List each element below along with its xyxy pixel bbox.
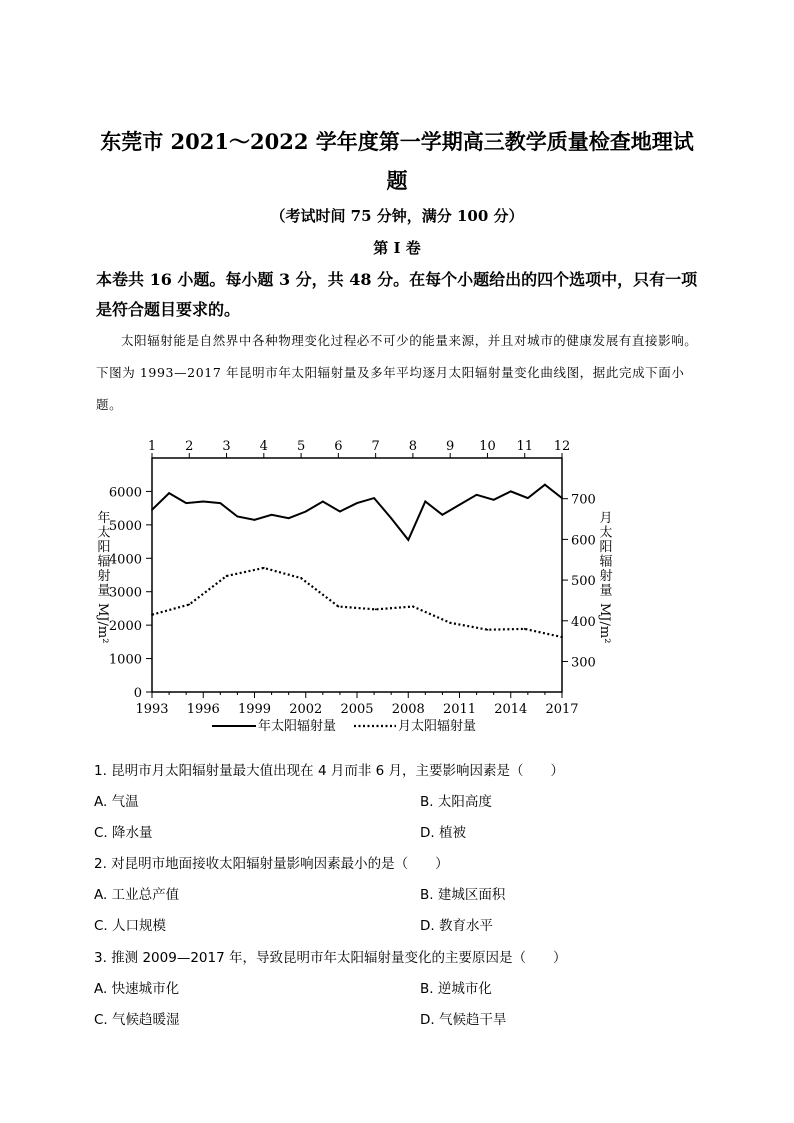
question-3-option-a[interactable]: A. 快速城市化 [94, 981, 180, 997]
top-tick-label: 4 [259, 439, 268, 454]
monthly-point [263, 567, 265, 569]
bottom-tick-label: 2011 [442, 702, 477, 717]
top-tick-label: 9 [446, 439, 455, 454]
question-3-stem: 3. 推测 2009—2017 年，导致昆明市年太阳辐射量变化的主要原因是（ ） [94, 950, 567, 966]
right-tick-label: 600 [571, 533, 596, 549]
radiation-chart [88, 432, 613, 744]
top-tick-label: 6 [334, 439, 343, 454]
annual-point [202, 501, 204, 503]
annual-point [322, 501, 324, 503]
monthly-point [449, 622, 451, 624]
annual-point [151, 509, 153, 511]
annual-point [407, 539, 409, 541]
question-2-option-a[interactable]: A. 工业总产值 [94, 887, 180, 903]
series-monthly-line [152, 568, 562, 637]
question-1-stem: 1. 昆明市月太阳辐射量最大值出现在 4 月而非 6 月，主要影响因素是（ ） [94, 763, 565, 779]
annual-point [424, 501, 426, 503]
monthly-point [412, 606, 414, 608]
annual-point [493, 499, 495, 501]
annual-point [459, 504, 461, 506]
annual-point [185, 502, 187, 504]
plot-frame [152, 458, 562, 692]
question-2-stem: 2. 对昆明市地面接收太阳辐射量影响因素最小的是（ ） [94, 856, 449, 872]
annual-point [373, 497, 375, 499]
question-1-option-b[interactable]: B. 太阳高度 [420, 794, 492, 810]
annual-point [527, 497, 529, 499]
bottom-tick-label: 2005 [340, 702, 374, 717]
bottom-tick-label: 1999 [237, 702, 272, 717]
series-annual-line [152, 485, 562, 540]
legend-monthly-label: 月太阳辐射量 [398, 719, 477, 734]
annual-point [339, 511, 341, 513]
monthly-point [188, 604, 190, 606]
annual-point [254, 519, 256, 521]
annual-point [219, 502, 221, 504]
annual-point [390, 517, 392, 519]
y-right-axis-label: 月太阳辐射量 [599, 511, 613, 599]
annual-point [544, 484, 546, 486]
annual-point [356, 502, 358, 504]
left-tick-label: 1000 [108, 652, 142, 668]
annual-point [442, 514, 444, 516]
annual-point [168, 492, 170, 494]
bottom-tick-label: 2008 [391, 702, 425, 717]
top-tick-label: 1 [147, 439, 157, 454]
left-tick-label: 3000 [108, 585, 142, 601]
right-tick-label: 400 [571, 614, 596, 630]
top-tick-label: 5 [296, 439, 306, 454]
monthly-point [561, 636, 563, 638]
question-1-option-a[interactable]: A. 气温 [94, 794, 139, 810]
monthly-point [226, 575, 228, 577]
top-tick-label: 12 [553, 439, 571, 454]
top-tick-label: 10 [479, 439, 496, 454]
section-instructions: 本卷共 16 小题。每小题 3 分，共 48 分。在每个小题给出的四个选项中，只有一项是符合题目要求的。 [96, 270, 698, 319]
top-tick-label: 2 [185, 439, 194, 454]
top-tick-label: 8 [408, 439, 418, 454]
top-tick-label: 11 [516, 439, 534, 454]
question-2-option-b[interactable]: B. 建城区面积 [420, 887, 506, 903]
left-tick-label: 4000 [108, 552, 142, 568]
annual-point [510, 491, 512, 493]
question-1-option-c[interactable]: C. 降水量 [94, 825, 153, 841]
bottom-tick-label: 1996 [186, 702, 220, 717]
question-2-option-c[interactable]: C. 人口规模 [94, 918, 167, 934]
y-left-axis-label: 年太阳辐射量 [97, 511, 111, 599]
monthly-point [524, 628, 526, 630]
exam-title-line1: 东莞市 2021～2022 学年度第一学期高三教学质量检查地理试 [100, 129, 694, 154]
monthly-point [151, 614, 153, 616]
exam-title-line2: 题 [386, 168, 408, 193]
material-intro: 太阳辐射能是自然界中各种物理变化过程必不可少的能量来源，并且对城市的健康发展有直接影响。下图为 1993—2017 年昆明市年太阳辐射量及多年平均逐月太阳辐射量变化曲线图，据此完成下面小题。 [96, 333, 698, 412]
annual-point [288, 517, 290, 519]
bottom-tick-label: 1993 [135, 702, 169, 717]
left-tick-label: 5000 [108, 518, 142, 534]
question-2-option-d[interactable]: D. 教育水平 [420, 918, 493, 934]
volume-heading: 第 I 卷 [373, 239, 421, 257]
left-tick-label: 6000 [108, 485, 142, 501]
left-tick-label: 0 [133, 686, 142, 701]
y-left-axis-label-unit: MJ/m² [95, 603, 110, 644]
exam-time-note: （考试时间 75 分钟，满分 100 分） [270, 207, 524, 225]
annual-point [305, 511, 307, 513]
question-3-option-d[interactable]: D. 气候趋干旱 [420, 1012, 507, 1028]
question-1-option-d[interactable]: D. 植被 [420, 825, 466, 841]
right-tick-label: 500 [571, 574, 596, 590]
monthly-point [375, 608, 377, 610]
right-tick-label: 300 [571, 655, 596, 671]
annual-point [271, 514, 273, 516]
bottom-tick-label: 2014 [494, 702, 528, 717]
annual-point [561, 497, 563, 499]
question-3-option-b[interactable]: B. 逆城市化 [420, 981, 492, 997]
right-tick-label: 700 [571, 492, 596, 508]
bottom-tick-label: 2002 [289, 702, 323, 717]
question-3-option-c[interactable]: C. 气候趋暖湿 [94, 1012, 180, 1028]
monthly-point [487, 629, 489, 631]
monthly-point [337, 606, 339, 608]
top-tick-label: 3 [222, 439, 231, 454]
y-right-axis-label-unit: MJ/m² [597, 603, 612, 644]
left-tick-label: 2000 [108, 619, 142, 635]
legend-annual-label: 年太阳辐射量 [258, 719, 337, 734]
bottom-tick-label: 2017 [545, 702, 579, 717]
annual-point [237, 516, 239, 518]
monthly-point [300, 577, 302, 579]
annual-point [476, 494, 478, 496]
top-tick-label: 7 [371, 439, 380, 454]
